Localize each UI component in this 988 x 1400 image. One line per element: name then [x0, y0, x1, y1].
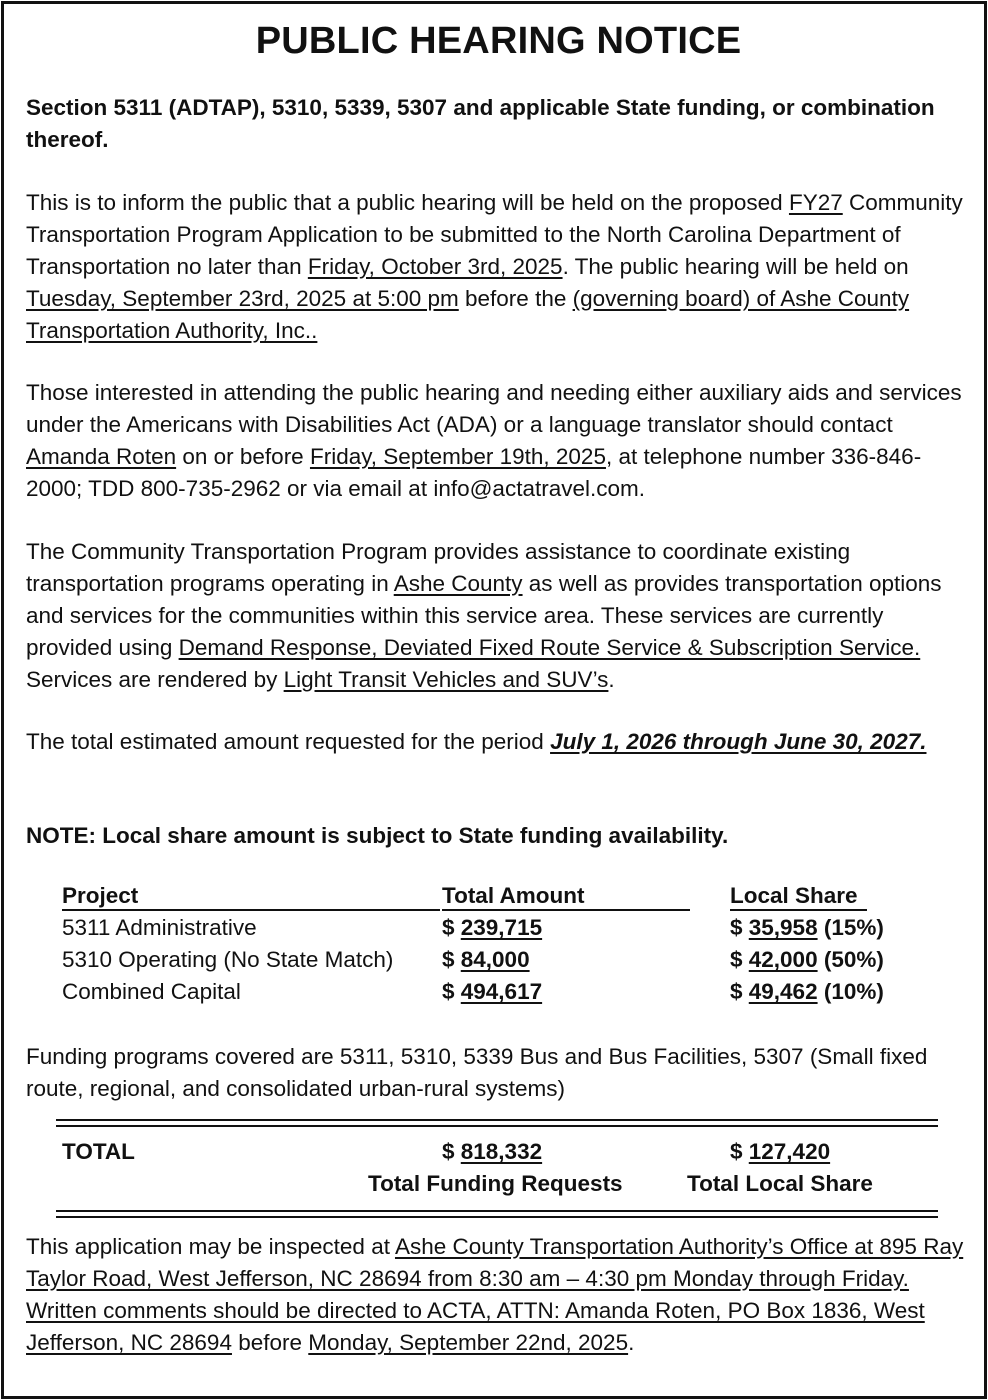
text: Community Transportation Program Application to be submitted to the North Carolina Department of Transportation no later than: [26, 190, 963, 279]
total-row: [62, 1136, 922, 1168]
service-types: Demand Response, Deviated Fixed Route Service & Subscription Service.: [178, 635, 921, 660]
inspection-paragraph: [26, 1231, 971, 1359]
request-deadline: Friday, September 19th, 2025: [309, 444, 606, 469]
total-local-amount: [730, 1136, 830, 1168]
local-value: 35,958: [748, 915, 818, 940]
local-value: 42,000: [748, 947, 818, 972]
text: The Community Transportation Program provides assistance to coordinate existing transportation programs operating in: [26, 539, 851, 596]
total-amount: [442, 912, 542, 944]
funding-programs: Funding programs covered are 5311, 5310, 5339 Bus and Bus Facilities, 5307 (Small fixed route, regional, and consolidated urban-rural systems): [26, 1044, 928, 1101]
total-funding-caption: Total Funding Requests: [368, 1171, 623, 1196]
currency-symbol: $: [442, 915, 461, 940]
local-share: [730, 912, 884, 944]
currency-symbol: $: [730, 979, 749, 1004]
currency-symbol: $: [730, 1139, 749, 1164]
text: Those interested in attending the public hearing and needing either auxiliary aids and services under the Americans with Disabilities Act (ADA) or a language translator should contact: [26, 380, 962, 437]
governing-board: (governing board) of Ashe County Transportation Authority, Inc..: [26, 286, 910, 343]
project-name: Combined Capital: [62, 979, 241, 1004]
vehicle-types: Light Transit Vehicles and SUV’s: [283, 667, 609, 692]
header-underline-total: [442, 909, 690, 911]
text: . The public hearing will be held on: [562, 254, 909, 279]
currency-symbol: $: [442, 1139, 461, 1164]
local-share: [730, 976, 884, 1008]
table-row: [62, 944, 922, 976]
text: before: [231, 1330, 309, 1355]
submission-deadline: Friday, October 3rd, 2025: [307, 254, 563, 279]
total-funding-value: 818,332: [460, 1139, 543, 1164]
text: on or before: [176, 444, 310, 469]
fiscal-year: FY27: [788, 190, 843, 215]
total-amount: [442, 976, 542, 1008]
table-row: [62, 912, 922, 944]
total-top-rule: [56, 1119, 938, 1127]
notice-frame: [1, 1, 987, 1399]
office-location: Ashe County Transportation Authority’s Office at 895 Ray Taylor Road, West Jefferson, NC 28694 from 8:30 am – 4:30 pm Monday through Friday. Written comments should be directed to ACTA, ATTN: Amanda Roten, PO Box 1836, West Jefferson, NC 28694: [26, 1234, 964, 1355]
total-local-value: 127,420: [748, 1139, 831, 1164]
total-caption-row: [62, 1168, 922, 1200]
local-percent: (50%): [823, 947, 884, 972]
hearing-paragraph: [26, 187, 971, 347]
currency-symbol: $: [730, 947, 749, 972]
total-value: 84,000: [460, 947, 530, 972]
text: This application may be inspected at: [26, 1234, 395, 1259]
project-name: 5311 Administrative: [62, 915, 257, 940]
total-label: TOTAL: [62, 1139, 135, 1164]
total-bottom-rule: [56, 1210, 938, 1218]
text: Services are rendered by: [26, 667, 284, 692]
header-project: Project: [62, 883, 139, 908]
currency-symbol: $: [442, 947, 461, 972]
text: This is to inform the public that a public hearing will be held on the proposed: [26, 190, 789, 215]
project-name: 5310 Operating (No State Match): [62, 947, 394, 972]
currency-symbol: $: [442, 979, 461, 1004]
text: The total estimated amount requested for the period: [26, 729, 551, 754]
header-local-share: Local Share: [730, 883, 858, 908]
text: , at telephone number 336-846-2000; TDD 800-735-2962 or via email at info@actatravel.com.: [26, 444, 922, 501]
header-underline-project: [62, 909, 440, 911]
currency-symbol: $: [730, 915, 749, 940]
header-underline-local: [730, 909, 867, 911]
county: Ashe County: [393, 571, 523, 596]
local-percent: (15%): [823, 915, 884, 940]
table-row: [62, 976, 922, 1008]
period-paragraph: [26, 726, 971, 758]
program-paragraph: [26, 536, 971, 696]
accessibility-paragraph: [26, 377, 971, 505]
local-percent: (10%): [823, 979, 884, 1004]
page-title: PUBLIC HEARING NOTICE: [255, 20, 742, 62]
comment-deadline: Monday, September 22nd, 2025: [308, 1330, 629, 1355]
total-value: 239,715: [460, 915, 543, 940]
section-heading: Section 5311 (ADTAP), 5310, 5339, 5307 and applicable State funding, or combination thereof.: [26, 95, 935, 152]
hearing-date: Tuesday, September 23rd, 2025 at 5:00 pm: [26, 286, 459, 311]
local-value: 49,462: [748, 979, 818, 1004]
total-local-caption: Total Local Share: [687, 1171, 873, 1196]
total-amount: [442, 944, 530, 976]
contact-name: Amanda Roten: [26, 444, 177, 469]
text: before the: [458, 286, 573, 311]
text: as well as provides transportation options and services for the communities within this service area. These services are currently provided using: [26, 571, 942, 660]
table-header: [62, 880, 922, 912]
local-share: [730, 944, 884, 976]
total-funding-amount: [442, 1136, 542, 1168]
text: .: [628, 1330, 635, 1355]
total-value: 494,617: [460, 979, 543, 1004]
funding-note: NOTE: Local share amount is subject to State funding availability.: [26, 823, 729, 848]
text: .: [608, 667, 615, 692]
funding-period: July 1, 2026 through June 30, 2027.: [550, 729, 927, 754]
header-total-amount: Total Amount: [442, 883, 585, 908]
